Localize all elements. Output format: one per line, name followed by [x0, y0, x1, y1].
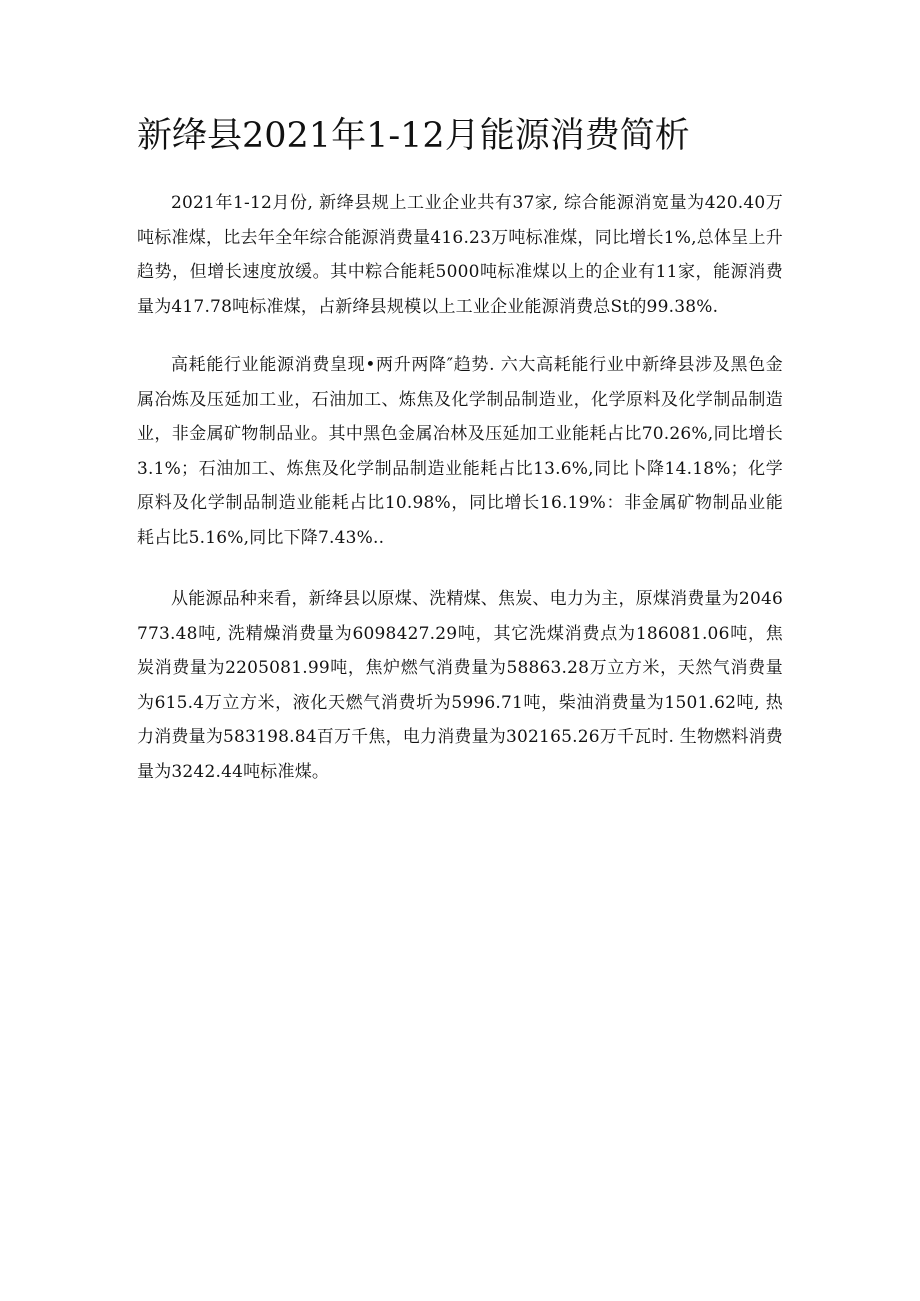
paragraph-overview: 2021年1-12月份, 新绛县规上工业企业共有37家, 综合能源消宽量为420.40万吨标准煤，比去年全年综合能源消费量416.23万吨标准煤，同比增长1%,总体呈上升趋势，但增长速度放缓。其中粽合能耗5000吨标准煤以上的企业有11家，能源消费量为417.78吨标准煤，占新绛县规模以上工业企业能源消费总St的99.38%. — [137, 193, 783, 317]
paragraph-high-energy-industries: 高耗能行业能源消费皇现•两升两降″趋势. 六大高耗能行业中新绛县涉及黑色金属冶炼及压延加工业，石油加工、炼焦及化学制品制造业，化学原料及化学制品制造业，非金属矿物制品业。其中黑色金属冶林及压延加工业能耗占比70.26%,同比增长3.1%；石油加工、炼焦及化学制品制造业能耗占比13.6%,同比卜降14.18%；化学原料及化学制品制造业能耗占比10.98%，同比增长16.19%：非金属矿物制品业能耗占比5.16%,同比下降7.43%.. — [137, 355, 783, 548]
document-title: 新绛县2021年1-12月能源消费简析 — [137, 116, 690, 156]
paragraph-energy-types: 从能源品种来看，新绛县以原煤、洗精煤、焦炭、电力为主，原煤消费量为2046773.48吨, 洗精燥消费量为6098427.29吨，其它洗煤消费点为186081.06吨，焦炭消费量为2205081.99吨，焦炉燃气消费量为58863.28万立方米，天然气消费量为615.4万立方米，液化天燃气消费圻为5996.71吨，柴油消费量为1501.62吨, 热力消费量为583198.84百万千焦，电力消费量为302165.26万千瓦时. 生物燃料消费量为3242.44吨标准煤。 — [137, 589, 783, 782]
